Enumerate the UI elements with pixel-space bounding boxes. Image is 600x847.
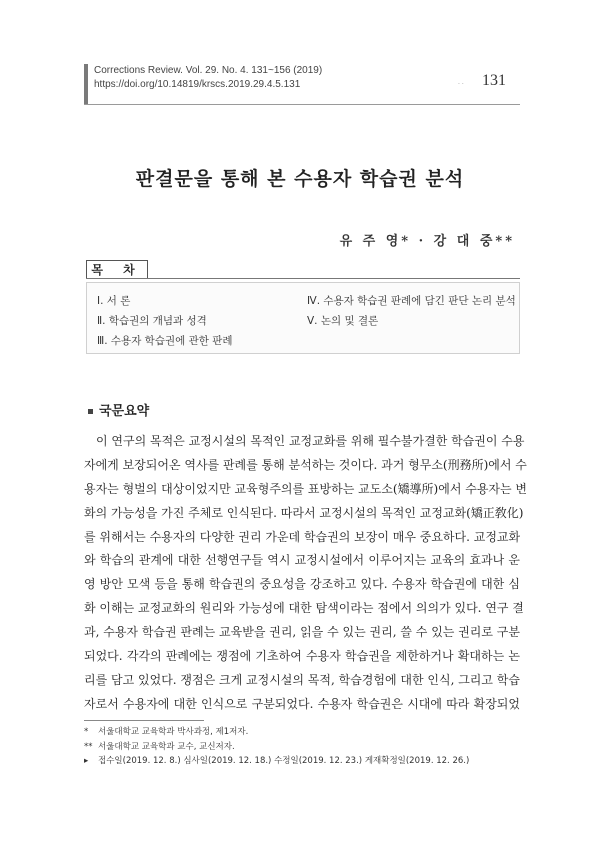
footnotes <box>84 725 520 769</box>
toc-item-5[interactable]: Ⅴ. 논의 및 결론 <box>307 315 379 327</box>
abstract-line: 자에게 보장되어온 역사를 판례를 통해 분석하는 것이다. 과거 형무소(刑務所)에서 수 <box>84 457 527 472</box>
abstract-line: 영 방안 모색 등을 통해 학습권의 중요성을 강조하고 있다. 수용자 학습권에 대한 심 <box>84 577 520 592</box>
abstract-line: 용자는 형벌의 대상이었지만 교육형주의를 표방하는 교도소(矯導所)에서 수용자는 변 <box>84 481 528 496</box>
footnote-author-2 <box>84 740 520 755</box>
abstract-line: 를 위해서는 수용자의 다양한 권리 가운데 학습권의 보장이 매우 중요하다. 교정교화 <box>84 529 521 544</box>
footnote-text: 서울대학교 교육학과 교수, 교신저자. <box>98 741 235 752</box>
table-of-contents <box>86 282 520 354</box>
abstract-body <box>84 430 528 717</box>
footnote-mark: * <box>84 727 89 737</box>
journal-header <box>84 64 520 104</box>
paper-authors: 유 주 영* · 강 대 중** <box>339 234 515 249</box>
page-number: 131 <box>482 72 506 89</box>
abstract-line: 자로서 수용자에 대한 인식으로 구분되었다. 수용자 학습권은 시대에 따라 확장되었 <box>84 696 520 711</box>
abstract-line: 와 학습의 관계에 대한 선행연구들 역시 교정시설에서 이루어지는 교육의 효과나 운 <box>84 553 520 568</box>
abstract-line: 화의 가능성을 가진 주체로 인식된다. 따라서 교정시설의 목적인 교정교화(矯正敎化) <box>84 505 524 520</box>
footnote-divider <box>84 720 204 721</box>
toc-item-1[interactable]: Ⅰ. 서 론 <box>97 295 131 307</box>
page-marker: · · <box>458 81 464 88</box>
toc-divider <box>86 278 520 279</box>
paper-title: 판결문을 통해 본 수용자 학습권 분석 <box>135 168 465 190</box>
header-divider <box>84 104 520 105</box>
journal-citation: Corrections Review. Vol. 29. No. 4. 131~156 (2019) <box>94 65 323 76</box>
footnote-author-1 <box>84 725 520 740</box>
abstract-line: 이 연구의 목적은 교정시설의 목적인 교정교화를 위해 필수불가결한 학습권이 수용 <box>96 434 525 448</box>
triangle-bullet-icon: ▸ <box>84 756 89 766</box>
abstract-line: 되었다. 각각의 판례에는 쟁점에 기초하여 수용자 학습권을 제한하거나 확대하는 논 <box>84 649 520 664</box>
abstract-line: 과, 수용자 학습권 판례는 교육받을 권리, 읽을 수 있는 권리, 쓸 수 있는 권리로 구분 <box>84 625 520 640</box>
toc-item-3[interactable]: Ⅲ. 수용자 학습권에 관한 판례 <box>97 335 233 347</box>
toc-heading: 목 차 <box>86 260 148 278</box>
bullet-square-icon <box>88 409 93 414</box>
abstract-heading <box>88 400 149 419</box>
abstract-line: 리를 담고 있었다. 쟁점은 크게 교정시설의 목적, 학습경험에 대한 인식, 그리고 학습 <box>84 672 520 687</box>
toc-item-4[interactable]: Ⅳ. 수용자 학습권 판례에 담긴 판단 논리 분석 <box>307 295 516 307</box>
footnote-dates <box>84 754 520 769</box>
footnote-mark: ** <box>84 741 93 752</box>
toc-item-2[interactable]: Ⅱ. 학습권의 개념과 성격 <box>97 315 207 327</box>
footnote-text: 서울대학교 교육학과 박사과정, 제1저자. <box>98 727 249 737</box>
footnote-text: 접수일(2019. 12. 8.) 심사일(2019. 12. 18.) 수정일(2019. 12. 23.) 게재확정일(2019. 12. 26.) <box>98 756 470 766</box>
abstract-line: 화 이해는 교정교화의 원리와 가능성에 대한 탐색이라는 점에서 의의가 있다. 연구 결 <box>84 601 524 616</box>
journal-doi[interactable]: https://doi.org/10.14819/krscs.2019.29.4.5.131 <box>94 79 301 90</box>
abstract-heading-label: 국문요약 <box>99 404 150 419</box>
